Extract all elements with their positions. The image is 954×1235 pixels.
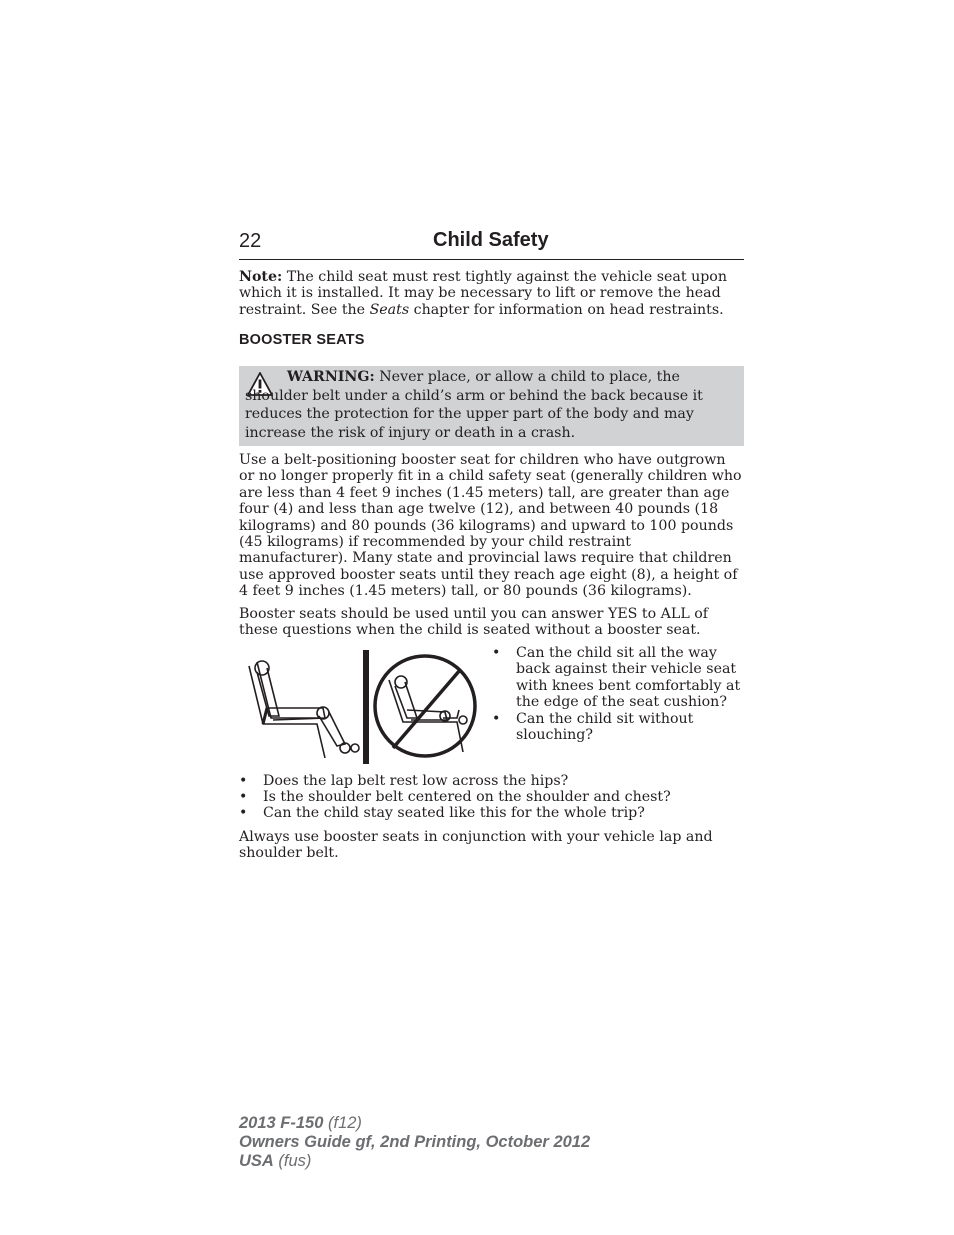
footer-region-line xyxy=(239,1152,590,1171)
page-number: 22 xyxy=(239,230,262,252)
prohibition-icon xyxy=(375,656,475,756)
correct-seated-child-figure xyxy=(249,661,359,758)
footer-guide: Owners Guide gf, 2nd Printing, October 2012 xyxy=(239,1133,591,1151)
note-text-after: chapter for information on head restraints. xyxy=(409,301,724,318)
closing-paragraph: Always use booster seats in conjunction with your vehicle lap and shoulder belt. xyxy=(239,829,713,862)
chapter-title: Child Safety xyxy=(433,229,549,251)
list-item: • Does the lap belt rest low across the hips? xyxy=(239,773,744,789)
footer-model: 2013 F-150 xyxy=(239,1114,324,1132)
booster-usage-paragraph: Booster seats should be used until you can answer YES to ALL of these questions when the child is seated without a booster seat. xyxy=(239,606,709,639)
list-item: • Can the child stay seated like this for the whole trip? xyxy=(239,805,744,821)
warning-label: WARNING: xyxy=(287,369,375,385)
list-item: • Can the child sit without slouching? xyxy=(492,711,744,744)
footer-model-line xyxy=(239,1114,590,1133)
list-item: • Is the shoulder belt centered on the shoulder and chest? xyxy=(239,789,744,805)
list-item: • Can the child sit all the way back against their vehicle seat with knees bent comfortably at the edge of the seat cushion? xyxy=(492,645,744,711)
booster-seat-illustration xyxy=(245,648,485,766)
note-seats-reference: Seats xyxy=(369,301,410,318)
question-list xyxy=(239,773,744,822)
note-text-before: The child seat must rest tightly against the vehicle seat upon which it is installed. It may be necessary to lift or remove the head restraint. See the xyxy=(239,269,727,318)
side-question-list xyxy=(492,645,744,743)
footer-guide-line xyxy=(239,1133,590,1152)
section-heading: BOOSTER SEATS xyxy=(239,332,365,348)
footer-model-code: (f12) xyxy=(323,1114,362,1132)
booster-intro-paragraph: Use a belt-positioning booster seat for children who have outgrown or no longer properly fit in a child safety seat (generally children who are less than 4 feet 9 inches (1.45 meters) tall, are greater than age four (4) and less than age twelve (12), and between 40 pounds (18 kilograms) and 80 pounds (36 kilograms) and upward to 100 pounds (45 kilograms) if recommended by your child restraint manufacturer). Many state and provincial laws require that children use approved booster seats until they reach age eight (8), a height of 4 feet 9 inches (1.45 meters) tall, or 80 pounds (36 kilograms). xyxy=(239,452,742,600)
warning-body: Never place, or allow a child to place, the shoulder belt under a child’s arm or behind the back because it reduces the protection for the upper part of the body and may increase the risk of injury or death in a crash. xyxy=(245,369,703,441)
warning-text xyxy=(245,368,739,442)
note-paragraph xyxy=(239,269,744,318)
divider-bar xyxy=(363,650,369,764)
page-footer xyxy=(239,1114,590,1171)
footer-region: USA xyxy=(239,1152,274,1170)
footer-region-code: (fus) xyxy=(273,1152,312,1170)
warning-box xyxy=(239,366,744,446)
note-label: Note: xyxy=(239,269,283,285)
page-header xyxy=(239,228,744,260)
